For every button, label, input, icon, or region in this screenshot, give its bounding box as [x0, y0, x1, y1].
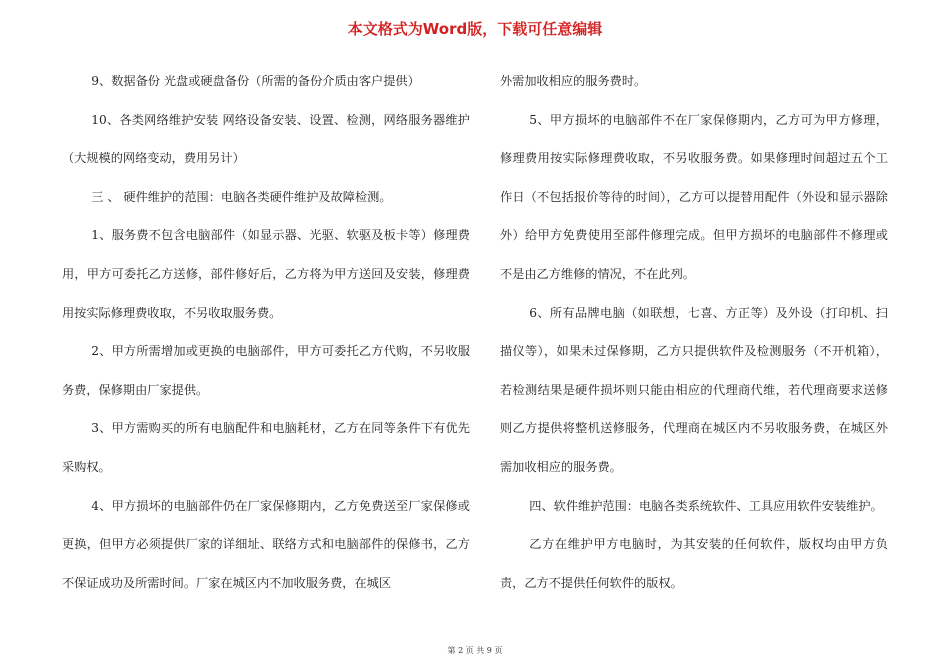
paragraph-network-maintenance: 10、各类网络维护安装 网络设备安装、设置、检测，网络服务器维护（大规模的网络变动，费用另计）: [62, 112, 470, 166]
page-number: 第 2 页 共 9 页: [447, 646, 503, 655]
section-heading-software: 四、软件维护范围：电脑各类系统软件、工具应用软件安装维护。: [529, 498, 883, 513]
section-heading-hardware: 三 、 硬件维护的范围：电脑各类硬件维护及故障检测。: [91, 189, 392, 204]
download-banner: 本文格式为Word版，下载可任意编辑: [347, 20, 603, 38]
paragraph-software-copyright: 乙方在维护甲方电脑时，为其安装的任何软件，版权均由甲方负责，乙方不提供任何软件的版权。: [500, 537, 888, 590]
left-column: [62, 62, 470, 602]
paragraph-item-5: 5、甲方损坏的电脑部件不在厂家保修期内，乙方可为甲方修理，修理费用按实际修理费收取，不另收服务费。如果修理时间超过五个工作日（不包括报价等待的时间），乙方可以提替用配件（外设和显示器除外）给甲方免费使用至部件修理完成。但甲方损坏的电脑部件不修理或不是由乙方维修的情况，不在此列。: [500, 112, 888, 281]
paragraph-item-4: 4、甲方损坏的电脑部件仍在厂家保修期内，乙方免费送至厂家保修或更换，但甲方必须提供厂家的详细址、联络方式和电脑部件的保修书，乙方不保证成功及所需时间。厂家在城区内不加收服务费，在城区: [62, 498, 470, 590]
right-column: [500, 62, 888, 602]
paragraph-item-3: 3、甲方需购买的所有电脑配件和电脑耗材，乙方在同等条件下有优先采购权。: [62, 421, 470, 474]
paragraph-item-4-continued: 外需加收相应的服务费时。: [500, 74, 647, 88]
paragraph-backup: 9、数据备份 光盘或硬盘备份（所需的备份介质由客户提供）: [91, 74, 420, 88]
paragraph-item-1: 1、服务费不包含电脑部件（如显示器、光驱、软驱及板卡等）修理费用，甲方可委托乙方送修，部件修好后，乙方将为甲方送回及安装，修理费用按实际修理费收取，不另收取服务费。: [62, 228, 470, 320]
paragraph-item-2: 2、甲方所需增加或更换的电脑部件，甲方可委托乙方代购，不另收服务费，保修期由厂家提供。: [62, 344, 470, 397]
paragraph-item-6: 6、所有品牌电脑（如联想，七喜、方正等）及外设（打印机、扫描仪等），如果未过保修期，乙方只提供软件及检测服务（不开机箱），若检测结果是硬件损坏则只能由相应的代理商代维，若代理商要求送修则乙方提供将整机送修服务，代理商在城区内不另收服务费，在城区外需加收相应的服务费。: [500, 305, 888, 474]
